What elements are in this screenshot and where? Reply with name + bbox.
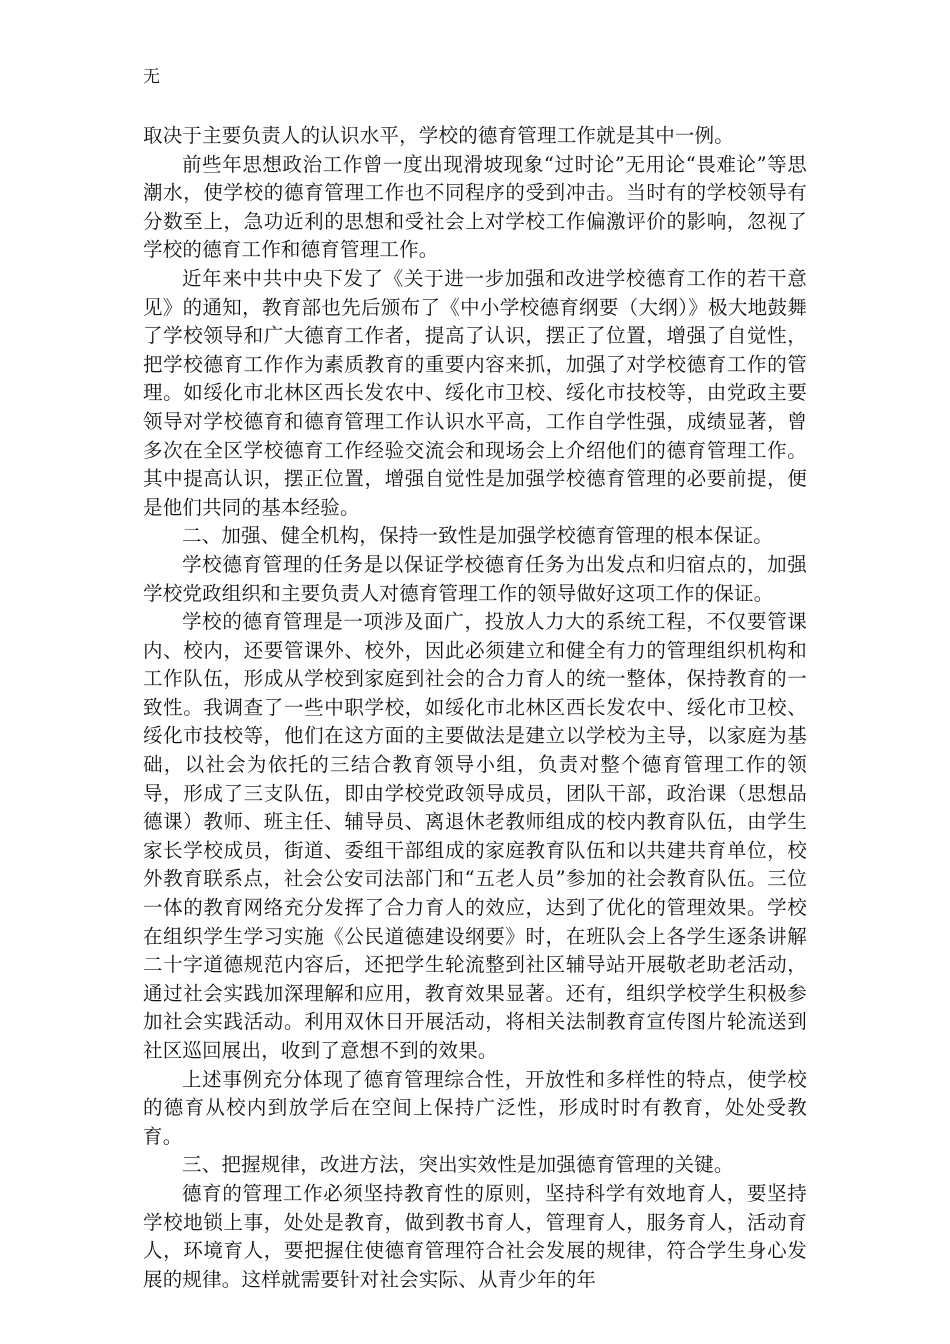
paragraph: 学校德育管理的任务是以保证学校德育任务为出发点和归宿点的，加强学校党政组织和主要负责人对德育管理工作的领导做好这项工作的保证。: [143, 552, 807, 605]
paragraph: 近年来中共中央下发了《关于进一步加强和改进学校德育工作的若干意见》的通知，教育部也先后颁布了《中小学校德育纲要（大纲）》极大地鼓舞了学校领导和广大德育工作者，提高了认识，摆正了位置，增强了自觉性，把学校德育工作作为素质教育的重要内容来抓，加强了对学校德育工作的管理。如绥化市北林区西长发农中、绥化市卫校、绥化市技校等，由党政主要领导对学校德育和德育管理工作认识水平高，工作自学性强，成绩显著，曾多次在全区学校德育工作经验交流会和现场会上介绍他们的德育管理工作。其中提高认识，摆正位置，增强自觉性是加强学校德育管理的必要前提，便是他们共同的基本经验。: [143, 266, 807, 519]
paragraph: 上述事例充分体现了德育管理综合性，开放性和多样性的特点，使学校的德育从校内到放学后在空间上保持广泛性，形成时时有教育，处处受教育。: [143, 1067, 807, 1148]
paragraph: 前些年思想政治工作曾一度出现滑坡现象“过时论”无用论“畏难论”等思潮水，使学校的德育管理工作也不同程序的受到冲击。当时有的学校领导有分数至上，急功近利的思想和受社会上对学校工作偏激评价的影响，忽视了学校的德育工作和德育管理工作。: [143, 152, 807, 262]
paragraph-continuation: 取决于主要负责人的认识水平，学校的德育管理工作就是其中一例。: [143, 124, 735, 147]
document-body: [143, 122, 807, 1294]
paragraph: 学校的德育管理是一项涉及面广，投放人力大的系统工程，不仅要管课内、校内，还要管课外、校外，因此必须建立和健全有力的管理组织机构和工作队伍，形成从学校到家庭到社会的合力育人的统一整体，保持教育的一致性。我调查了一些中职学校，如绥化市北林区西长发农中、绥化市卫校、绥化市技校等，他们在这方面的主要做法是建立以学校为主导，以家庭为基础，以社会为依托的三结合教育领导小组，负责对整个德育管理工作的领导，形成了三支队伍，即由学校党政领导成员，团队干部，政治课（思想品德课）教师、班主任、辅导员、离退休老教师组成的校内教育队伍，由学生家长学校成员，街道、委组干部组成的家庭教育队伍和以共建共育单位，校外教育联系点，社会公安司法部门和“五老人员”参加的社会教育队伍。三位一体的教育网络充分发挥了合力育人的效应，达到了优化的管理效果。学校在组织学生学习实施《公民道德建设纲要》时，在班队会上各学生逐条讲解二十字道德规范内容后，还把学生轮流整到社区辅导站开展敬老助老活动，通过社会实践加深理解和应用，教育效果显著。还有，组织学校学生积极参加社会实践活动。利用双休日开展活动，将相关法制教育宣传图片轮流送到社区巡回展出，收到了意想不到的效果。: [143, 610, 807, 1062]
section-heading-2: 二、加强、健全机构，保持一致性是加强学校德育管理的根本保证。: [182, 524, 774, 548]
paragraph: 德育的管理工作必须坚持教育性的原则，坚持科学有效地育人，要坚持学校地锁上事，处处是教育，做到教书育人，管理育人，服务育人，活动育人，环境育人，要把握住使德育管理符合社会发展的规律，符合学生身心发展的规律。这样就需要针对社会实际、从青少年的年: [143, 1181, 807, 1291]
page-header: 无: [143, 67, 160, 87]
section-heading-3: 三、把握规律，改进方法，突出实效性是加强德育管理的关键。: [182, 1153, 734, 1177]
